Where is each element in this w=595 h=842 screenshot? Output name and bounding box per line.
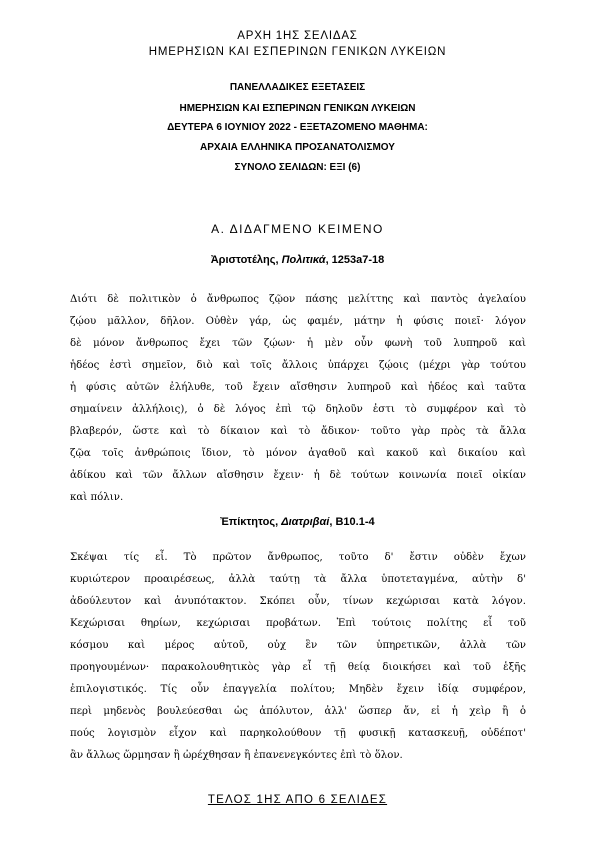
- text-line: δὲ μόνον ἄνθρωπος ἔχει τῶν ζῴων· ἡ μὲν οὖν φωνὴ τοῦ λυπηροῦ καὶ: [70, 338, 526, 349]
- page-header-start: ΑΡΧΗ 1ΗΣ ΣΕΛΙΔΑΣ: [237, 30, 358, 42]
- text-line: ζῴου μᾶλλον, δῆλον. Οὐθὲν γάρ, ὡς φαμέν, μάτην ἡ φύσις ποιεῖ· λόγον: [70, 316, 526, 327]
- text-line: ἐπιλογιστικός. Τίς οὖν ἐπαγγελία πολίτου; Μηδὲν ἔχειν ἰδίᾳ συμφέρον,: [70, 684, 526, 695]
- exam-date-subject: ΔΕΥΤΕΡΑ 6 ΙΟΥΝΙΟΥ 2022 - ΕΞΕΤΑΖΟΜΕΝΟ ΜΑΘΗΜΑ:: [167, 122, 428, 133]
- exam-page-count: ΣΥΝΟΛΟ ΣΕΛΙΔΩΝ: ΕΞΙ (6): [234, 162, 361, 173]
- text-line: βλαβερόν, ὥστε καὶ τὸ δίκαιον καὶ τὸ ἄδικον· τοῦτο γὰρ πρὸς τὰ ἄλλα: [70, 426, 526, 437]
- exam-title: ΠΑΝΕΛΛΑΔΙΚΕΣ ΕΞΕΤΑΣΕΙΣ: [229, 82, 366, 93]
- source-ref: , 1253a7-18: [325, 254, 385, 266]
- page-footer-text: ΤΕΛΟΣ 1ΗΣ ΑΠΟ 6 ΣΕΛΙΔΕΣ: [207, 794, 388, 806]
- source-work: Διατριβαί: [281, 516, 330, 528]
- text-line: κόσμου καὶ μέρος αὐτοῦ, οὐχ ἓν τῶν ὑπηρετικῶν, ἀλλὰ τῶν: [70, 640, 526, 651]
- text-line: περὶ μηδενὸς βουλεύεσθαι ὡς ἀπόλυτον, ἀλλ' ὥσπερ ἄν, εἰ ἡ χεὶρ ἢ ὁ: [70, 706, 526, 717]
- source-ref: , Β10.1-4: [329, 516, 375, 528]
- section-a-source: [0, 254, 595, 266]
- text-line: Σκέψαι τίς εἶ. Τὸ πρῶτον ἄνθρωπος, τοῦτο δ' ἔστιν οὐδὲν ἔχων: [70, 552, 526, 563]
- text-line: ἡ φύσις αὐτῶν ἐλήλυθε, τοῦ ἔχειν αἴσθησιν λυπηροῦ καὶ ἡδέος καὶ ταῦτα: [70, 382, 526, 393]
- page-header-school: ΗΜΕΡΗΣΙΩΝ ΚΑΙ ΕΣΠΕΡΙΝΩΝ ΓΕΝΙΚΩΝ ΛΥΚΕΙΩΝ: [148, 46, 447, 58]
- text-line: ζῷα τοῖς ἀνθρώποις ἴδιον, τὸ μόνον ἀγαθοῦ καὶ κακοῦ καὶ δικαίου καὶ: [70, 448, 526, 459]
- source-author: Ἐπίκτητος,: [220, 516, 282, 528]
- section-b-source: [0, 516, 595, 528]
- text-line: πούς λογισμὸν εἶχον καὶ παρηκολούθουν τῇ φυσικῇ κατασκευῇ, οὐδέποτ': [70, 728, 526, 739]
- text-line: κυριώτερον προαιρέσεως, ἀλλὰ ταύτῃ τὰ ἄλλα ὑποτεταγμένα, αὐτὴν δ': [70, 574, 526, 585]
- text-line: ἂν ἄλλως ὥρμησαν ἢ ὠρέχθησαν ἢ ἐπανενεγκόντες ἐπὶ τὸ ὅλον.: [70, 750, 403, 761]
- text-line: Διότι δὲ πολιτικὸν ὁ ἄνθρωπος ζῷον πάσης μελίττης καὶ παντὸς ἀγελαίου: [70, 294, 526, 305]
- text-line: ἀδίκου καὶ τῶν ἄλλων αἴσθησιν ἔχειν· ἡ δὲ τούτων κοινωνία ποιεῖ οἰκίαν: [70, 470, 526, 481]
- text-line: ἀδούλευτον καὶ ἀνυπότακτον. Σκόπει οὖν, τίνων κεχώρισαι κατὰ λόγον.: [70, 596, 526, 607]
- page-footer: [0, 794, 595, 806]
- source-author: Ἀριστοτέλης,: [210, 254, 282, 266]
- text-line: σημαίνειν ἀλλήλοις), ὁ δὲ λόγος ἐπὶ τῷ δηλοῦν ἐστι τὸ συμφέρον καὶ τὸ: [70, 404, 526, 415]
- text-line: καὶ πόλιν.: [70, 492, 124, 503]
- section-a-title: Α. ΔΙΔΑΓΜΕΝΟ ΚΕΙΜΕΝΟ: [211, 222, 384, 236]
- source-work: Πολιτικά: [281, 254, 326, 266]
- exam-subject: ΑΡΧΑΙΑ ΕΛΛΗΝΙΚΑ ΠΡΟΣΑΝΑΤΟΛΙΣΜΟΥ: [200, 142, 395, 153]
- text-line: προηγουμένων· παρακολουθητικὸς γὰρ εἶ τῇ θείᾳ διοικήσει καὶ τοῦ ἑξῆς: [70, 662, 526, 673]
- text-line: ἡδέος ἐστὶ σημεῖον, διὸ καὶ τοῖς ἄλλοις ὑπάρχει ζῴοις (μέχρι γὰρ τούτου: [70, 360, 526, 371]
- exam-school-type: ΗΜΕΡΗΣΙΩΝ ΚΑΙ ΕΣΠΕΡΙΝΩΝ ΓΕΝΙΚΩΝ ΛΥΚΕΙΩΝ: [179, 103, 416, 114]
- text-line: Κεχώρισαι θηρίων, κεχώρισαι προβάτων. Ἐπὶ τούτοις πολίτης εἶ τοῦ: [70, 618, 526, 629]
